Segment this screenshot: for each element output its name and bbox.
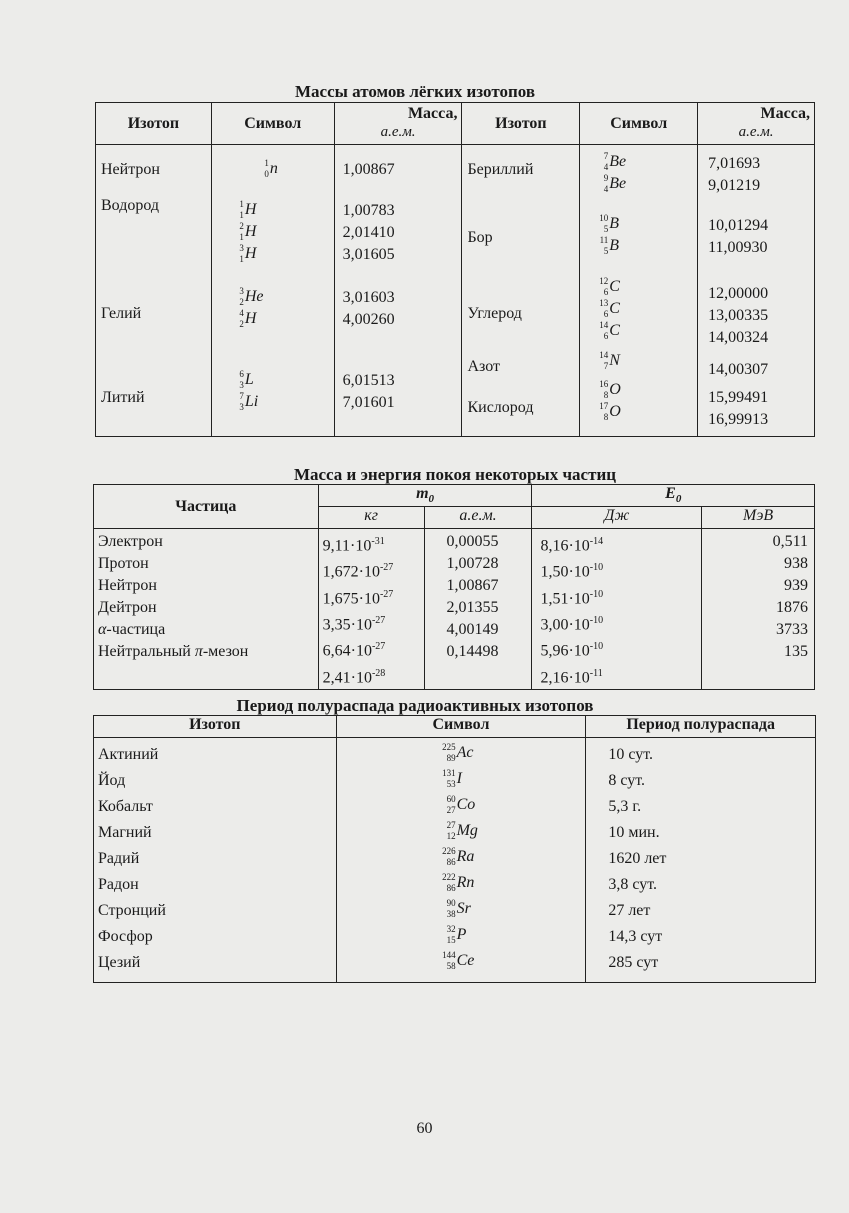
sym-ra: 226 86 Ra — [442, 846, 475, 867]
t3-sym-row — [441, 820, 582, 846]
mass-c12: 12,00000 — [708, 285, 769, 302]
mass-h2: 2,01410 — [342, 224, 395, 241]
kg-value: $9,11\cdot 10^{-31}$ — [322, 536, 385, 555]
sym-rn: 222 86 Rn — [442, 872, 475, 893]
t2-h-mev: МэВ — [702, 507, 815, 529]
half-life-value: 14,3 сут — [608, 928, 663, 945]
mass-b11: 11,00930 — [708, 239, 768, 256]
name-carbon: Углерод — [467, 305, 522, 322]
table2-title: Масса и энергия покоя некоторых частиц — [293, 465, 617, 484]
mev-value: 0,511 — [772, 533, 808, 550]
mev-value: 1876 — [776, 599, 808, 616]
amu-value: 0,00055 — [446, 533, 499, 550]
mass-be7: 7,01693 — [708, 155, 761, 172]
kg-value: $2,41\cdot 10^{-28}$ — [322, 667, 386, 686]
t2-h-j: Дж — [532, 507, 702, 529]
sym-be9: 9 4 Be — [603, 173, 627, 194]
j-value: $2,16\cdot 10^{-11}$ — [540, 667, 603, 686]
amu-value: 4,00149 — [446, 621, 499, 638]
name-helium: Гелий — [101, 305, 142, 322]
particle-name: Нейтрон — [98, 577, 157, 594]
t3-sym-row — [441, 794, 582, 820]
t1-h-isotope-r: Изотоп — [462, 103, 580, 145]
name-neutron: Нейтрон — [101, 161, 160, 178]
t1-right-masses — [698, 145, 815, 437]
j-value: $8,16\cdot 10^{-14}$ — [540, 536, 604, 555]
t1-h-mass-label: Масса, — [407, 105, 458, 122]
sym-he4: 4 2 H — [239, 308, 257, 329]
isotope-name: Фосфор — [98, 928, 153, 945]
sym-li7: 7 3 Li — [239, 391, 259, 412]
amu-value: 1,00867 — [446, 577, 499, 594]
particle-name: α-частица — [98, 621, 166, 638]
half-life-table — [93, 715, 816, 983]
mass-c13: 13,00335 — [708, 307, 769, 324]
t1-left-masses — [334, 145, 462, 437]
t3-sym-row — [441, 846, 582, 872]
isotope-name: Цезий — [98, 954, 141, 971]
half-life-value: 3,8 сут. — [608, 876, 657, 893]
t1-left-names — [96, 145, 212, 437]
t1-h-mass-label-r: Масса, — [760, 105, 810, 122]
t1-h-mass-unit-r: а.е.м. — [738, 124, 774, 140]
t2-h-kg: кг — [318, 507, 424, 529]
t2-h-m0: $m_0$ — [318, 485, 532, 507]
particle-name: Электрон — [98, 533, 163, 550]
amu-value: 2,01355 — [446, 599, 499, 616]
t1-h-symbol-r: Символ — [580, 103, 698, 145]
half-life-value: 285 сут — [608, 954, 659, 971]
page-number: 60 — [416, 1120, 433, 1137]
t2-h-amu: а.е.м. — [424, 507, 532, 529]
t3-sym-row — [441, 924, 582, 950]
mev-value: 3733 — [776, 621, 808, 638]
t1-right-names — [462, 145, 580, 437]
sym-p: 32 15 P — [446, 924, 467, 945]
t1-h-mass — [334, 103, 462, 145]
mass-n14: 14,00307 — [708, 361, 769, 378]
j-value: $1,50\cdot 10^{-10}$ — [540, 562, 604, 581]
t2-names — [94, 529, 319, 690]
mass-c14: 14,00324 — [708, 329, 769, 346]
t2-j — [532, 529, 702, 690]
sym-h3: 3 1 H — [239, 243, 257, 264]
mass-be9: 9,01219 — [708, 177, 761, 194]
isotope-name: Йод — [98, 772, 126, 789]
t3-names — [94, 738, 337, 983]
j-value: $3,00\cdot 10^{-10}$ — [540, 614, 604, 634]
t1-h-mass-unit: а.е.м. — [380, 124, 416, 140]
t2-mev — [702, 529, 815, 690]
t3-h-period: Период полураспада — [586, 716, 816, 738]
t3-sym-row — [441, 950, 582, 976]
isotope-name: Кобальт — [98, 798, 153, 815]
mass-li6: 6,01513 — [342, 372, 395, 389]
name-beryllium: Бериллий — [467, 161, 534, 178]
isotope-name: Радон — [98, 876, 139, 893]
sym-h2: 2 1 H — [239, 221, 257, 242]
sym-o17: 17 8 O — [599, 401, 621, 422]
mass-n: 1,00867 — [342, 161, 395, 178]
particle-name: Дейтрон — [98, 599, 157, 616]
mass-b10: 10,01294 — [708, 217, 769, 234]
sym-o16: 16 8 O — [599, 379, 621, 400]
mev-value: 938 — [784, 555, 808, 572]
sym-li6: 6 3 L — [239, 369, 254, 390]
name-boron: Бор — [467, 229, 493, 246]
t1-left-symbols — [211, 145, 334, 437]
sym-c12: 12 6 C — [599, 276, 620, 297]
t2-h-particle: Частица — [94, 485, 319, 529]
particle-name: Протон — [98, 555, 149, 572]
sym-ac: 225 89 Ac — [442, 742, 474, 763]
t1-h-symbol: Символ — [211, 103, 334, 145]
mass-he4: 4,00260 — [342, 311, 395, 328]
mass-o17: 16,99913 — [708, 411, 769, 428]
j-value: $5,96\cdot 10^{-10}$ — [540, 641, 604, 660]
t3-h-symbol: Символ — [336, 716, 586, 738]
amu-value: 1,00728 — [446, 555, 499, 572]
isotope-name: Магний — [98, 824, 152, 841]
half-life-value: 10 мин. — [608, 824, 660, 841]
sym-i: 131 53 I — [442, 768, 462, 789]
kg-value: $6,64\cdot 10^{-27}$ — [322, 641, 386, 660]
t2-amu — [424, 529, 532, 690]
t3-h-isotope: Изотоп — [94, 716, 337, 738]
t3-symbols — [336, 738, 586, 983]
sym-n14: 14 7 N — [599, 350, 620, 371]
particle-name: Нейтральный π-мезон — [98, 643, 249, 660]
t3-sym-row — [441, 872, 582, 898]
half-life-value: 8 сут. — [608, 772, 645, 789]
kg-value: $3,35\cdot 10^{-27}$ — [322, 614, 386, 634]
kg-value: $1,675\cdot 10^{-27}$ — [322, 588, 394, 607]
table3-title: Период полураспада радиоактивных изотопов — [236, 696, 594, 715]
t3-sym-row — [441, 742, 582, 768]
sym-be7: 7 4 Be — [603, 151, 627, 172]
sym-c13: 13 6 C — [599, 298, 620, 319]
isotope-name: Стронций — [98, 902, 166, 919]
isotope-name: Радий — [98, 850, 140, 867]
name-hydrogen: Водород — [101, 197, 160, 214]
t1-right-symbols — [580, 145, 698, 437]
half-life-value: 27 лет — [608, 902, 651, 919]
t1-h-isotope: Изотоп — [96, 103, 212, 145]
amu-value: 0,14498 — [446, 643, 499, 660]
t2-kg — [318, 529, 424, 690]
j-value: $1,51\cdot 10^{-10}$ — [540, 588, 604, 607]
mass-h1: 1,00783 — [342, 202, 395, 219]
mev-value: 135 — [784, 643, 808, 660]
sym-sr: 90 38 Sr — [446, 898, 471, 919]
t1-h-mass-r — [698, 103, 815, 145]
light-isotopes-table — [95, 102, 815, 437]
half-life-value: 10 сут. — [608, 746, 653, 763]
t3-sym-row — [441, 768, 582, 794]
t3-periods — [586, 738, 816, 983]
sym-b11: 11 5 B — [599, 235, 620, 256]
half-life-value: 1620 лет — [608, 850, 667, 867]
table1-title: Массы атомов лёгких изотопов — [294, 82, 535, 101]
half-life-value: 5,3 г. — [608, 798, 642, 815]
name-oxygen: Кислород — [467, 399, 534, 416]
t2-h-e0: $E_0$ — [532, 485, 815, 507]
kg-value: $1,672\cdot 10^{-27}$ — [322, 562, 394, 581]
name-lithium: Литий — [101, 389, 145, 406]
sym-n: 1 0 n — [264, 158, 278, 179]
sym-ce: 144 58 Ce — [442, 950, 475, 971]
mass-li7: 7,01601 — [342, 394, 395, 411]
sym-co: 60 27 Co — [446, 794, 476, 815]
t3-sym-row — [441, 898, 582, 924]
name-nitrogen: Азот — [467, 358, 501, 375]
sym-mg: 27 12 Mg — [446, 820, 478, 841]
particles-table — [93, 484, 815, 690]
sym-c14: 14 6 C — [599, 320, 620, 341]
mev-value: 939 — [784, 577, 808, 594]
mass-o16: 15,99491 — [708, 389, 769, 406]
mass-he3: 3,01603 — [342, 289, 395, 306]
isotope-name: Актиний — [98, 746, 159, 763]
sym-he3: 3 2 He — [239, 286, 264, 307]
sym-b10: 10 5 B — [599, 213, 620, 234]
sym-h1: 1 1 H — [239, 199, 257, 220]
mass-h3: 3,01605 — [342, 246, 395, 263]
